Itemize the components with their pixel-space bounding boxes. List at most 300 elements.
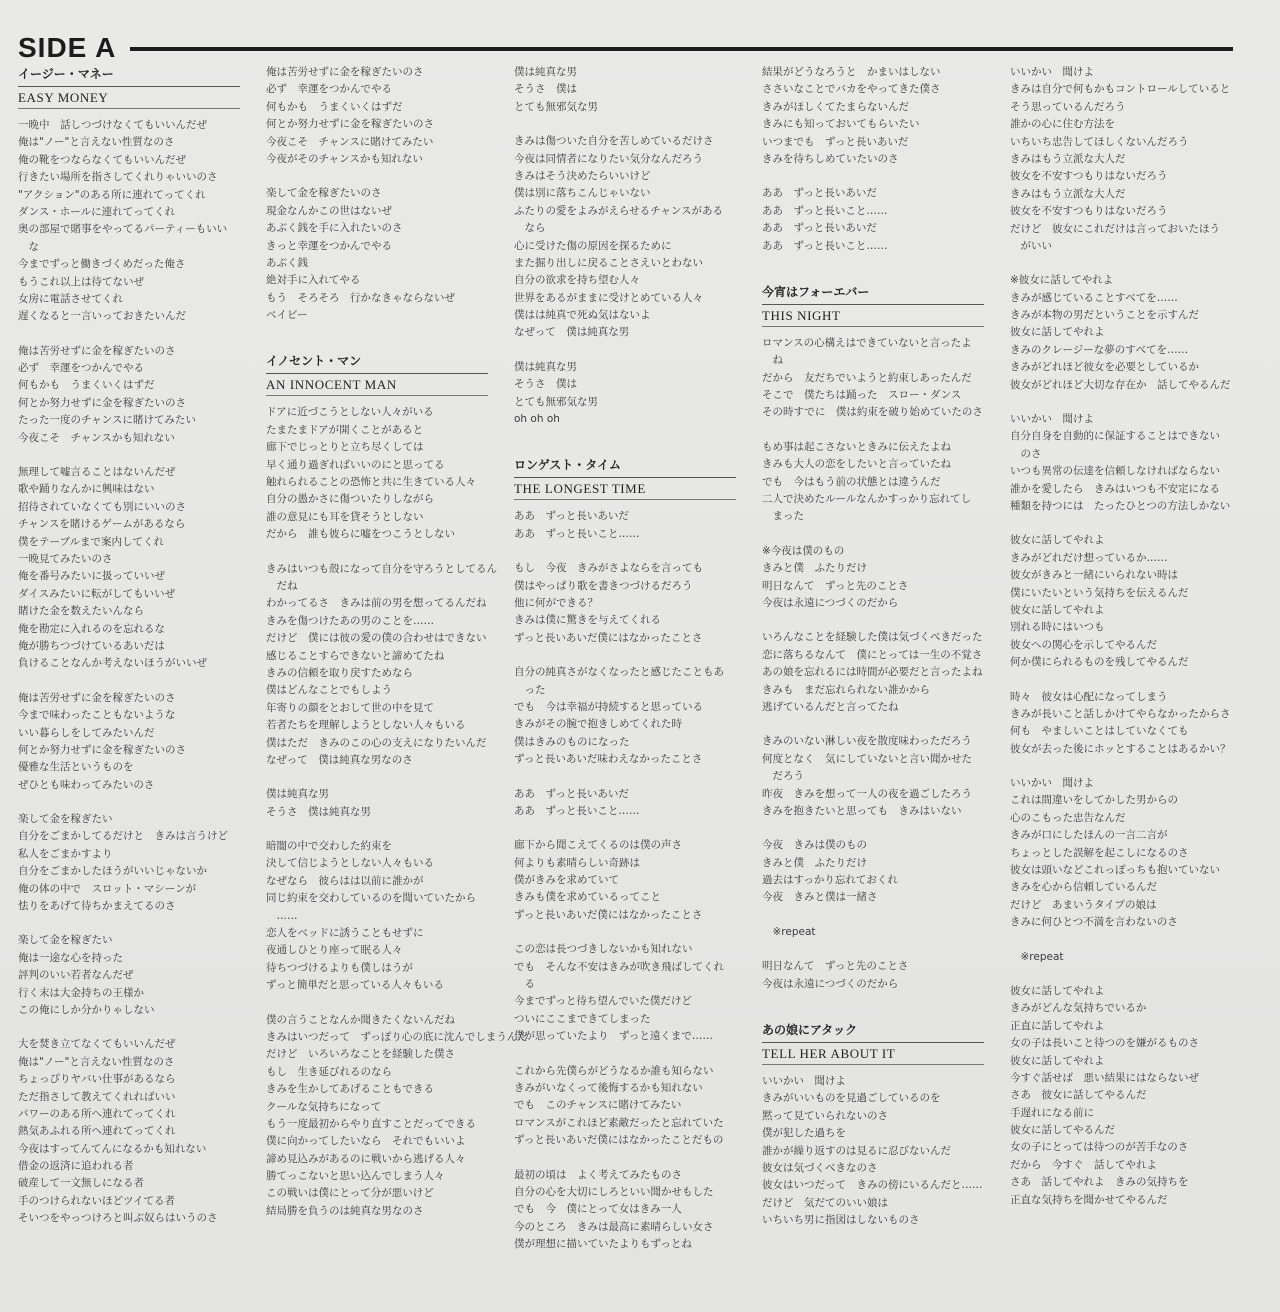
lyric-line: 必ず 幸運をつかんでやる [266,83,392,96]
lyric-line: でも そんな不安はきみが吹き飛ばしてくれ [514,960,724,973]
lyric-stanza [266,1012,528,1221]
lyric-line: きみが長いこと話しかけてやらなかったからさ [1010,707,1231,720]
lyric-line: きみも大人の恋をしたいと言っていたね [762,458,951,471]
side-header [18,28,1233,68]
lyric-line: ※repeat [762,925,816,938]
lyric-line: 何もかも うまくいくはずだ [266,100,403,113]
lyric-line: なぜって 僕は純真な男なのさ [266,753,413,766]
lyric-line: 今までずっと待ち望んでいた僕だけど [514,995,692,1008]
lyric-stanza [1010,689,1242,759]
lyric-line: きみは傷ついた自分を苦しめているだけさ [514,135,714,148]
lyric-line: ああ ずっと長いこと…… [762,204,888,217]
lyric-line: 女の子は長いこと待つのを嫌がるものさ [1010,1037,1199,1050]
lyric-line: いいかい 聞けよ [762,1075,846,1088]
lyric-line: 行きたい場所を指さしてくれりゃいいのさ [18,171,218,184]
lyric-stanza [762,64,994,168]
lyric-stanza [514,1167,746,1254]
lyric-line: まった [762,510,804,523]
lyric-line: 待ちつづけるよりも僕しはうが [266,961,413,974]
lyric-stanza [514,664,746,768]
lyric-line: だから 友だちでいようと約束しあったんだ [762,371,972,384]
lyric-line: 自分の欲求を持ち望む人々 [514,274,640,287]
song-heading [762,1020,994,1065]
lyric-line: ダイスみたいに転がしてもいいぜ [18,587,176,600]
lyric-line: った [514,683,546,696]
lyric-stanza [762,335,994,422]
lyric-line: 勝てっこないと思い込んでしまう人々 [266,1170,445,1183]
lyric-line: 若者たちを理解しようとしない人々もいる [266,719,466,732]
lyric-line: 私人をごまかすより [18,847,113,860]
lyric-line: 今夜こそ チャンスに賭けてみたい [266,135,434,148]
song-heading [762,282,994,327]
lyric-line: ベイビー [266,309,308,322]
lyric-line: だけど いろいろなことを経験した僕さ [266,1048,455,1061]
lyric-line: ※彼女に話してやれよ [1010,274,1114,287]
lyric-line: 無理して嘘言ることはないんだぜ [18,466,176,479]
lyric-line: 明日なんて ずっと先のことさ [762,579,909,592]
lyric-line: きみがいなくって後悔するかも知れない [514,1081,703,1094]
lyric-line: なぜなら 彼らはは以前に誰かが [266,874,424,887]
lyric-line: そうさ 僕は [514,83,577,96]
lyric-line: 誰の意見にも耳を貸そうとしない [266,510,424,523]
title-rule [514,477,736,478]
lyric-line: だから 今すぐ 話してやれよ [1010,1158,1157,1171]
lyric-line: きみを抱きたいと思っても きみはいない [762,804,962,817]
title-rule [18,108,240,109]
lyric-line: 自分自身を自動的に保証することはできない [1010,430,1220,443]
lyric-line: ※repeat [1010,950,1064,963]
lyric-line: だから 誰も彼らに嘘をつこうとしない [266,528,455,541]
lyric-line: 誰かが繰り返すのは見るに忍びないんだ [762,1144,951,1157]
lyric-line: 自分をごまかしたほうがいいじゃないか [18,865,207,878]
lyric-line: だろう [762,770,804,783]
lyric-line: きみの信頼を取り戻すためなら [266,666,413,679]
lyric-line: パワーのある所へ連れてってくれ [18,1107,176,1120]
lyric-line: いろんなことを経験した僕は気づくべきだった [762,631,983,644]
lyric-line: もうこれ以上は待てないぜ [18,275,144,288]
lyric-line: な [18,240,39,253]
lyric-line: 一晩中 話しつづけなくてもいいんだぜ [18,119,207,131]
lyric-stanza [762,543,994,613]
lyric-line: 今夜は永遠につづくのだから [762,977,899,990]
lyric-line: 彼女はいつだって きみの傍にいるんだと…… [762,1179,983,1192]
lyric-line: 過去はすっかり忘れておくれ [762,874,898,887]
lyric-line: きみはいつも殻になって自分を守ろうとしてるん [266,562,497,575]
lyric-line: 怯りをあげて待ちかまえてるのさ [18,900,176,913]
lyric-line: 彼女を不安すつもりはないだろう [1010,205,1168,218]
lyric-line: 楽して金を稼ぎたい [18,934,113,947]
lyric-line: ただ指さして教えてくれればいい [18,1090,176,1103]
lyric-line: きみを心から信頼しているんだ [1010,881,1157,894]
song-gap [514,445,746,455]
lyric-line: 必ず 幸運をつかんでやる [18,362,144,375]
lyric-stanza [18,932,250,1019]
lyric-line: 遅くなると一言いっておきたいんだ [18,310,186,323]
lyric-line: 彼女がきみと一緒にいられない時は [1010,569,1178,582]
lyric-line: ずっと長いあいだ僕にはなかったことだもの [514,1134,724,1147]
lyric-line: ※今夜は僕のもの [762,544,845,557]
lyric-line: きっと幸運をつかんでやる [266,239,392,252]
lyric-line: 僕が思っていたより ずっと遠くまで…… [514,1030,713,1043]
lyric-line: 何もかも うまくいくはずだ [18,379,155,392]
lyric-line: 今夜 きみと僕は一緒さ [762,891,878,904]
lyric-line: 俺の体の中で スロット・マシーンが [18,882,197,895]
lyric-stanza [514,508,746,543]
lyric-line: でも 今はもう前の状態とは違うんだ [762,475,941,488]
lyric-line: ダンス・ホールに連れてってくれ [18,205,176,218]
lyric-stanza [514,837,746,924]
lyric-line: きみのクレージーな夢のすべてを…… [1010,343,1189,356]
lyric-line: さあ 彼女に話してやるんだ [1010,1089,1147,1102]
title-rule [266,395,488,396]
lyric-stanza [514,359,746,429]
lyric-line: 時々 彼女は心配になってしまう [1010,690,1168,703]
lyric-line: 結局勝を負うのは純真な男なのさ [266,1204,424,1217]
lyric-line: 女の子にとっては待つのが苦手なのさ [1010,1141,1189,1154]
lyric-line: 今まで味わったこともないような [18,709,176,722]
lyric-line: 触れられることの恐怖と共に生きている人々 [266,476,476,489]
lyric-line: 俺が勝ちつづけているあいだは [18,639,165,652]
lyric-line: 行く末は大金持ちの王様か [18,986,144,999]
lyric-line: 今夜はすってんてんになるかも知れない [18,1142,207,1155]
lyric-line: きみと僕 ふたりだけ [762,562,867,575]
song-heading [18,64,250,109]
lyric-line: 廊下から聞こえてくるのは僕の声さ [514,839,682,852]
lyric-line: この恋は長つづきしないかも知れない [514,943,693,956]
lyric-line: 他に何ができる？ [514,596,598,609]
lyric-line: ちょっぴりヤバい仕事があるなら [18,1073,176,1086]
lyric-line: 恋に落ちるなんて 僕にとっては一生の不覚さ [762,648,983,661]
lyric-line: あぶく銭 [266,256,308,269]
lyric-line: 二人で決めたルールなんかすっかり忘れてし [762,493,972,506]
lyric-line: 恋人をベッドに誘うこともせずに [266,927,424,940]
lyric-line: 彼女は頭いなどこれっぽっちも抱いていない [1010,864,1220,877]
lyric-line: ずっと長いあいだ僕にはなかったことさ [514,908,703,921]
lyric-line: 今すぐ話せば 悪い結果にはならないぜ [1010,1071,1199,1084]
lyric-line: 何か僕にられるものを残してやるんだ [1010,656,1189,669]
lyric-line: きみは僕に驚きを与えてくれる [514,614,661,627]
lyric-line: 明日なんて ずっと先のことさ [762,960,909,973]
lyric-line: ああ ずっと長いあいだ [762,222,877,235]
song-title-en: THIS NIGHT [762,307,841,323]
lyric-line: 俺の靴をつならなくてもいいんだぜ [18,153,186,166]
lyric-line: とても無邪気な男 [514,100,598,113]
lyric-line: きみにも知っておいてもらいたい [762,118,920,131]
lyric-line: 自分をごまかしてるだけと きみは言うけど [18,830,228,843]
song-heading [514,455,746,500]
lyric-stanza [762,733,994,820]
song-title-ja: イノセント・マン [266,354,362,369]
lyric-line: ずっと長いあいだ味わえなかったことさ [514,753,703,766]
lyric-line: 何とか努力せずに金を稼ぎたいのさ [266,118,434,131]
lyric-stanza [18,690,250,794]
lyric-line: この戦いは僕にとって分が悪いけど [266,1187,434,1200]
lyric-line: 彼女に話してやれよ [1010,534,1105,547]
lyric-line: 僕はきみのものになった [514,735,630,748]
lyric-line: 今夜は永遠につづくのだから [762,596,899,609]
lyric-line: そこで 僕たちは踊った スロー・ダンス [762,389,962,402]
lyric-line: そう思っているんだろう [1010,100,1126,113]
lyric-line: ああ ずっと長いこと…… [514,527,640,540]
lyric-stanza [762,837,994,907]
song-gap [266,341,498,351]
lyric-line: ずっと簡単だと思っている人々もいる [266,979,444,992]
lyric-line: きみと僕 ふたりだけ [762,856,867,869]
lyric-line: 感じることすらできないと諦めてたね [266,649,445,662]
lyric-line: きみが口にしたほんの一言二言が [1010,829,1168,842]
song-title-ja: ロンゲスト・タイム [514,458,622,473]
lyric-stanza [514,133,746,342]
title-rule [762,1042,984,1043]
song-title-en: TELL HER ABOUT IT [762,1046,896,1062]
lyric-line: 結果がどうなろうと かまいはしない [762,66,941,78]
lyric-line: だけど 気だてのいい娘は [762,1196,888,1209]
lyric-line: ロマンスの心構えはできていないと言ったよ [762,336,972,349]
lyric-line: 手遅れになる前に [1010,1106,1094,1119]
lyric-line: なぜって 僕は純真な男 [514,326,630,339]
lyric-line: たまたまドアが開くことがあると [266,423,424,436]
song-gap [762,1010,994,1020]
lyric-line: oh oh oh [514,413,560,426]
lyric-line: もし 今夜 きみがさよならを言っても [514,562,703,575]
lyric-line: 僕は純真な男 [266,788,329,801]
lyric-line: 彼女への関心を示してやるんだ [1010,638,1157,651]
lyric-line: のさ [1010,447,1042,460]
side-rule [130,47,1233,51]
lyric-line: きみはそう決めたらいいけど [514,169,651,182]
lyric-stanza [1010,949,1242,966]
lyric-line: わかってるさ きみは前の男を想ってるんだね [266,597,487,610]
lyric-line: 昨夜 きみを想って一人の夜を過ごしたろう [762,787,972,800]
lyric-line: ドアに近づこうとしない人々がいる [266,406,434,419]
lyric-line: きみを生かしてあげることもできる [266,1083,434,1096]
lyric-line: そいつをやっつけろと叫ぶ奴らはいうのさ [18,1212,218,1225]
lyric-line: 夜通しひとり座って眠る人々 [266,944,403,957]
lyric-line: あの娘を忘れるには時間が必要だと言ったよね [762,666,983,679]
lyric-line: ああ ずっと長いあいだ [762,187,877,200]
title-rule [18,86,240,87]
lyric-line: きみがその腕で抱きしめてくれた時 [514,718,682,731]
lyric-line: ロマンスがこれほど素敵だったと忘れていた [514,1116,724,1129]
lyric-line: 廊下でじっとりと立ち尽くしては [266,441,424,454]
lyric-line: きみがどんな気持ちでいるか [1010,1002,1147,1015]
lyric-line: 熱気あふれる所へ連れてってくれ [18,1125,176,1138]
lyric-line: 彼女に話してやれよ [1010,1054,1105,1067]
lyric-line: ああ ずっと長いこと…… [514,804,640,817]
lyric-line: きみも僕を求めているってこと [514,891,661,904]
lyric-stanza [514,1063,746,1150]
lyric-line: あぶく銭を手に入れたいのさ [266,222,403,235]
song-title-en: AN INNOCENT MAN [266,377,397,393]
lyric-stanza [18,1036,250,1227]
lyric-line: きみはもう立派な大人だ [1010,152,1126,165]
lyric-stanza [18,343,250,447]
lyric-line: 招待されていなくても別にいいのさ [18,500,186,513]
lyric-line: 一晩見てみたいのさ [18,552,113,565]
lyric-line: この俺にしか分かりゃしない [18,1003,155,1016]
lyric-line: もう そろそろ 行かなきゃならないぜ [266,291,455,304]
lyric-line: いちいち忠告してほしくないんだろう [1010,135,1189,148]
lyric-line: 彼女に話してやるんだ [1010,1124,1115,1137]
lyric-line: 僕に向かってしたいなら それでもいいよ [266,1135,466,1148]
lyric-line: チャンスを賭けるゲームがあるなら [18,518,186,531]
lyric-stanza [1010,64,1242,255]
lyric-line: 何も やましいことはしていなくても [1010,725,1189,738]
lyric-line: 現金なんかこの世はないぜ [266,204,392,217]
lyric-line: 彼女を不安すつもりはないだろう [1010,170,1168,183]
lyric-stanza [266,185,498,324]
lyric-line: たった一度のチャンスに賭けてみたい [18,414,196,427]
lyric-line: 絶対手に入れてやる [266,274,361,287]
lyric-line: きみが本物の男だということを示すんだ [1010,309,1199,322]
lyric-line: 何とか努力せずに金を稼ぎたいのさ [18,743,186,756]
lyric-line: 僕をテーブルまで案内してくれ [18,535,165,548]
lyric-line: だけど あまいうタイプの娘は [1010,898,1157,911]
lyric-line: 楽して金を稼ぎたい [18,813,113,826]
lyric-line: 俺は"ノー"と言えない性質なのさ [18,136,175,149]
lyric-line: 黙って見ていられないのさ [762,1109,888,1122]
lyric-line: 俺を番号みたいに扱っていいぜ [18,570,165,583]
lyric-line: きみがいいものを見過ごしているのを [762,1092,941,1105]
lyric-line: いいかい 聞けよ [1010,413,1094,426]
lyric-line: 僕が犯した過ちを [762,1127,846,1140]
lyric-line: 評判のいい若者なんだぜ [18,969,134,982]
lyric-line: がいい [1010,239,1052,252]
lyric-line: 種類を持つには たったひとつの方法しかない [1010,499,1231,512]
lyric-line: 僕は純真な男 [514,360,577,373]
lyric-line: いちいち男に指図はしないものさ [762,1214,920,1227]
lyric-line: 彼女がどれほど大切な存在か 話してやるんだ [1010,378,1231,391]
lyric-line: また掘り出しに戻ることさえいとわない [514,256,703,269]
lyric-stanza [266,404,498,543]
lyric-line: 僕はやっぱり歌を書きつづけるだろう [514,579,693,592]
lyric-line: だね [266,579,298,592]
lyric-line: 手のつけられないほどツイてる者 [18,1194,175,1207]
lyric-line: 大を焚き立てなくてもいいんだぜ [18,1038,176,1051]
lyric-line: 彼女は気づくべきなのさ [762,1161,878,1174]
lyric-line: 僕はどんなことでもしよう [266,684,392,697]
lyric-line: ああ ずっと長いあいだ [514,787,629,800]
lyric-line: 別れる時にはいつも [1010,621,1105,634]
lyric-line: 俺は一途な心を持った [18,951,123,964]
lyric-line: だけど 僕には彼の愛の僕の合わせはできない [266,632,487,645]
lyric-line: これから先僕らがどうなるか誰も知らない [514,1064,714,1077]
lyric-line: いつも異常の伝達を信頼しなければならない [1010,465,1220,478]
lyric-line: もし 生き延びれるのなら [266,1065,392,1078]
lyrics-column-3 [514,64,746,1270]
lyric-line: 決して信じようとしない人々もいる [266,857,434,870]
lyric-line: 何よりも素晴らしい奇跡は [514,856,640,869]
lyric-line: 今夜こそ チャンスかも知れない [18,431,175,444]
lyric-stanza [1010,272,1242,394]
lyrics-column-4 [762,64,994,1247]
lyric-line: なら [514,222,546,235]
lyric-line: きみは自分で何もかもコントロールしていると [1010,83,1231,96]
title-rule [762,304,984,305]
lyric-line: 彼女が去った後にホッとすることはあるかい？ [1010,742,1231,755]
lyric-line: もめ事は起こさないときみに伝えたよね [762,440,951,453]
lyric-line: きみが感じていることすべてを…… [1010,291,1178,304]
lyric-line: きみがほしくてたまらないんだ [762,100,909,113]
lyric-line: いいかい 聞けよ [1010,66,1094,78]
lyric-stanza [514,64,746,116]
lyric-line: 最初の頃は よく考えてみたものさ [514,1168,682,1181]
lyric-line: 何とか努力せずに金を稼ぎたいのさ [18,396,186,409]
lyric-line: そうさ 僕は [514,378,577,391]
lyric-stanza [762,629,994,716]
lyric-line: 自分の純真さがなくなったと感じたこともあ [514,666,724,679]
lyric-line: 今夜は同情者になりたい気分なんだろう [514,152,703,165]
lyric-stanza [762,185,994,255]
lyric-stanza [1010,532,1242,671]
lyric-line: いいかい 聞けよ [1010,777,1094,790]
lyric-stanza [514,941,746,1045]
lyric-stanza [266,838,498,995]
lyric-line: きみがどれほど彼女を必要としているか [1010,361,1199,374]
lyric-line: きみも まだ忘れられない誰かから [762,683,930,696]
lyric-line: 俺を勘定に入れるのを忘れるな [18,622,165,635]
lyric-line: ね [762,354,783,367]
lyric-line: 暗闇の中で交わした約束を [266,840,392,853]
song-title-ja: あの娘にアタック [762,1023,858,1038]
lyric-line: 彼女に話してやれよ [1010,603,1105,616]
lyric-stanza [266,561,498,770]
lyric-line: 奥の部屋で賭事をやってるパーティーもいい [18,223,228,236]
lyric-line: 自分の心を大切にしろといい聞かせもした [514,1185,714,1198]
lyric-line: きみのいない淋しい夜を散度味わっただろう [762,735,972,748]
lyric-stanza [1010,411,1242,515]
lyric-line: そうさ 僕は純真な男 [266,805,371,818]
lyric-line: 逃げているんだと言ってたね [762,700,899,713]
lyric-line: 心に受けた傷の原因を探るために [514,239,672,252]
lyric-line: 俺は"ノー"と言えない性質なのさ [18,1055,175,1068]
lyric-line: だけど 彼女にこれだけは言っておいたほう [1010,222,1220,235]
lyric-line: 今のところ きみは最高に素晴らしい女さ [514,1220,714,1233]
lyric-line: 女房に電話させてくれ [18,292,123,305]
lyric-line: きみを待ちしめていたいのさ [762,152,899,165]
lyric-line: 歌や踊りなんかに興味はない [18,483,155,496]
lyric-line: 僕は別に落ちこんじゃいない [514,187,651,200]
song-title-en: THE LONGEST TIME [514,481,646,497]
song-title-ja: イージー・マネー [18,67,114,81]
lyric-line: いい暮らしをしてみたいんだ [18,726,155,739]
lyric-stanza [762,958,994,993]
lyric-line: 自分の愚かさに傷ついたりしながら [266,493,434,506]
lyric-line: 彼女に話してやれよ [1010,984,1105,997]
lyric-line: 俺は苦労せずに金を稼ぎたいのさ [18,344,176,357]
song-title-en: EASY MONEY [18,90,109,105]
lyric-line: クールな気持ちになって [266,1100,382,1113]
lyric-stanza [1010,983,1242,1209]
lyric-line: ついにここまできてしまった [514,1012,651,1025]
lyric-line: 借金の返済に追われる者 [18,1160,134,1173]
lyric-line: 年寄りの顔をとおして世の中を見て [266,701,434,714]
lyric-line: ふたりの愛をよみがえらせるチャンスがある [514,204,724,217]
lyric-line: 僕の言うことなんか聞きたくないんだね [266,1013,455,1026]
lyric-stanza [762,924,994,941]
lyric-line: とても無邪気な男 [514,395,598,408]
lyrics-column-2 [266,64,528,1237]
lyric-line: ぜひとも味わってみたいのさ [18,778,155,791]
lyric-line: 僕は純真な男 [514,66,577,78]
lyric-line: 優雅な生活というものを [18,761,134,774]
lyric-line: 諦め見込みがあるのに戦いから逃げる人々 [266,1152,466,1165]
lyric-line: ずっと長いあいだ僕にはなかったことさ [514,631,703,644]
lyric-line: 負けることなんか考えないほうがいいぜ [18,657,207,670]
lyric-line: ああ ずっと長いこと…… [762,239,888,252]
lyric-line: 早く通り過ぎればいいのにと思ってる [266,458,445,471]
lyric-line: 正直に話してやれよ [1010,1019,1105,1032]
